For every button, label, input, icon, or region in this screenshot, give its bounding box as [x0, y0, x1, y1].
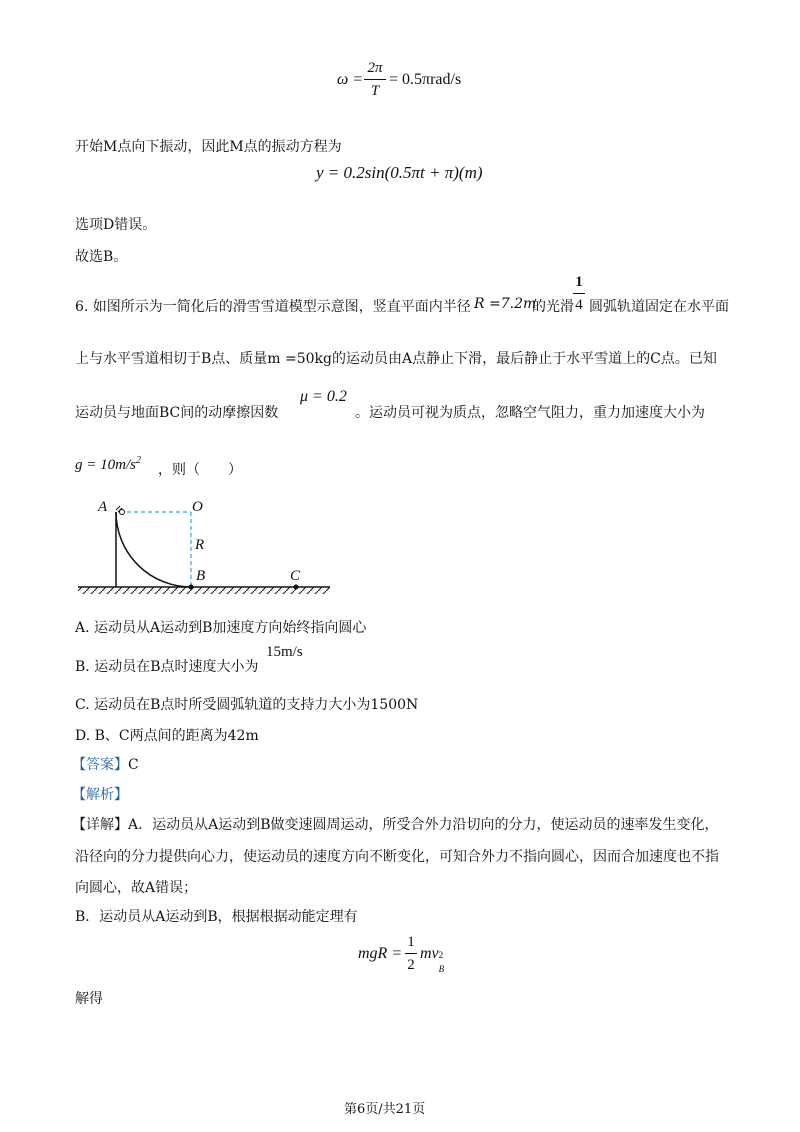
answer-line — [72, 754, 139, 774]
quarter-denominator: 4 — [575, 297, 583, 313]
fraction-bar — [573, 293, 585, 294]
half-numerator: 1 — [407, 934, 415, 950]
q6-line1-a: 6. 如图所示为一简化后的滑雪雪道模型示意图，竖直平面内半径 — [75, 299, 471, 315]
answer-value: C — [128, 757, 139, 773]
omega-fraction — [364, 58, 386, 101]
q6-line3-b: 。运动员可视为质点，忽略空气阻力，重力加速度大小为 — [355, 405, 705, 421]
option-c: C. 运动员在B点时所受圆弧轨道的支持力大小为1500N — [75, 697, 419, 713]
label-o: O — [192, 499, 203, 515]
fraction-bar — [364, 79, 386, 80]
detail-text-1: A．运动员从A运动到B做变速圆周运动，所受合外力沿切向的分力，使运动员的速率发生变化， — [128, 817, 719, 833]
omega-lhs: ω = — [337, 71, 364, 88]
answer-label: 【答案】 — [72, 757, 128, 773]
half-fraction — [405, 932, 417, 975]
page-footer: 第6页/共21页 — [344, 1102, 426, 1117]
detail-b: B．运动员从A运动到B，根据根据动能定理有 — [75, 909, 358, 925]
quarter-fraction — [573, 272, 585, 315]
q6-line4: ，则（ ） — [158, 462, 242, 478]
ski-track-figure — [70, 495, 340, 610]
energy-lhs: mgR = — [358, 945, 403, 962]
q6-radius: R =7.2m — [474, 296, 537, 312]
option-d: D. B、C两点间的距离为42m — [75, 728, 259, 744]
detail-label: 【详解】 — [72, 817, 128, 833]
text-start-m: 开始M点向下振动，因此M点的振动方程为 — [75, 139, 342, 155]
detail-line2: 沿径向的分力提供向心力，使运动员的速度方向不断变化，可知合外力不指向圆心，因而合加速度也不指 — [75, 849, 719, 865]
label-b: B — [196, 568, 206, 584]
q6-line3-a: 运动员与地面BC间的动摩擦因数 — [75, 405, 279, 421]
arc-track — [116, 512, 191, 587]
q6-g-exponent: 2 — [135, 455, 141, 466]
quarter-numerator: 1 — [575, 274, 583, 290]
label-r: R — [195, 537, 205, 553]
q6-line1-c: 圆弧轨道固定在水平面 — [589, 299, 729, 315]
point-c — [294, 585, 299, 590]
point-b — [189, 585, 194, 590]
energy-mv: mv — [420, 945, 439, 962]
text-choose-b: 故选B。 — [75, 249, 128, 265]
q6-mu: μ = 0.2 — [300, 388, 347, 405]
omega-numerator: 2π — [367, 60, 383, 76]
omega-rhs: = 0.5πrad/s — [389, 71, 462, 88]
label-c: C — [290, 568, 301, 584]
y-equation: y = 0.2sin(0.5πt + π)(m) — [316, 163, 483, 182]
detail-line1 — [72, 814, 719, 834]
ski-track-diagram — [70, 495, 340, 610]
half-denominator: 2 — [407, 957, 415, 973]
fraction-bar — [405, 953, 417, 954]
energy-sub: B — [438, 964, 445, 974]
energy-rhs — [420, 945, 447, 974]
q6-g-value: g = 10m/s — [75, 457, 136, 473]
q6-line1-b: 的光滑 — [532, 299, 574, 315]
label-a: A — [98, 499, 108, 515]
q6-line2: 上与水平雪道相切于B点、质量m =50kg的运动员由A点静止下滑，最后静止于水平雪道上的C点。已知 — [75, 351, 717, 367]
option-b-value: 15m/s — [266, 644, 303, 660]
q6-g — [75, 455, 141, 474]
detail-line3: 向圆心，故A错误； — [75, 880, 198, 896]
option-a: A. 运动员从A运动到B加速度方向始终指向圆心 — [75, 620, 367, 636]
omega-denominator: T — [370, 83, 380, 99]
energy-sup: 2 — [438, 950, 444, 960]
analysis-label: 【解析】 — [72, 787, 128, 803]
ground-hatch — [78, 587, 330, 594]
skier-mark — [116, 506, 120, 510]
option-b: B. 运动员在B点时速度大小为 — [75, 659, 259, 675]
text-d-wrong: 选项D错误。 — [75, 217, 157, 233]
solve-label: 解得 — [75, 991, 103, 1007]
